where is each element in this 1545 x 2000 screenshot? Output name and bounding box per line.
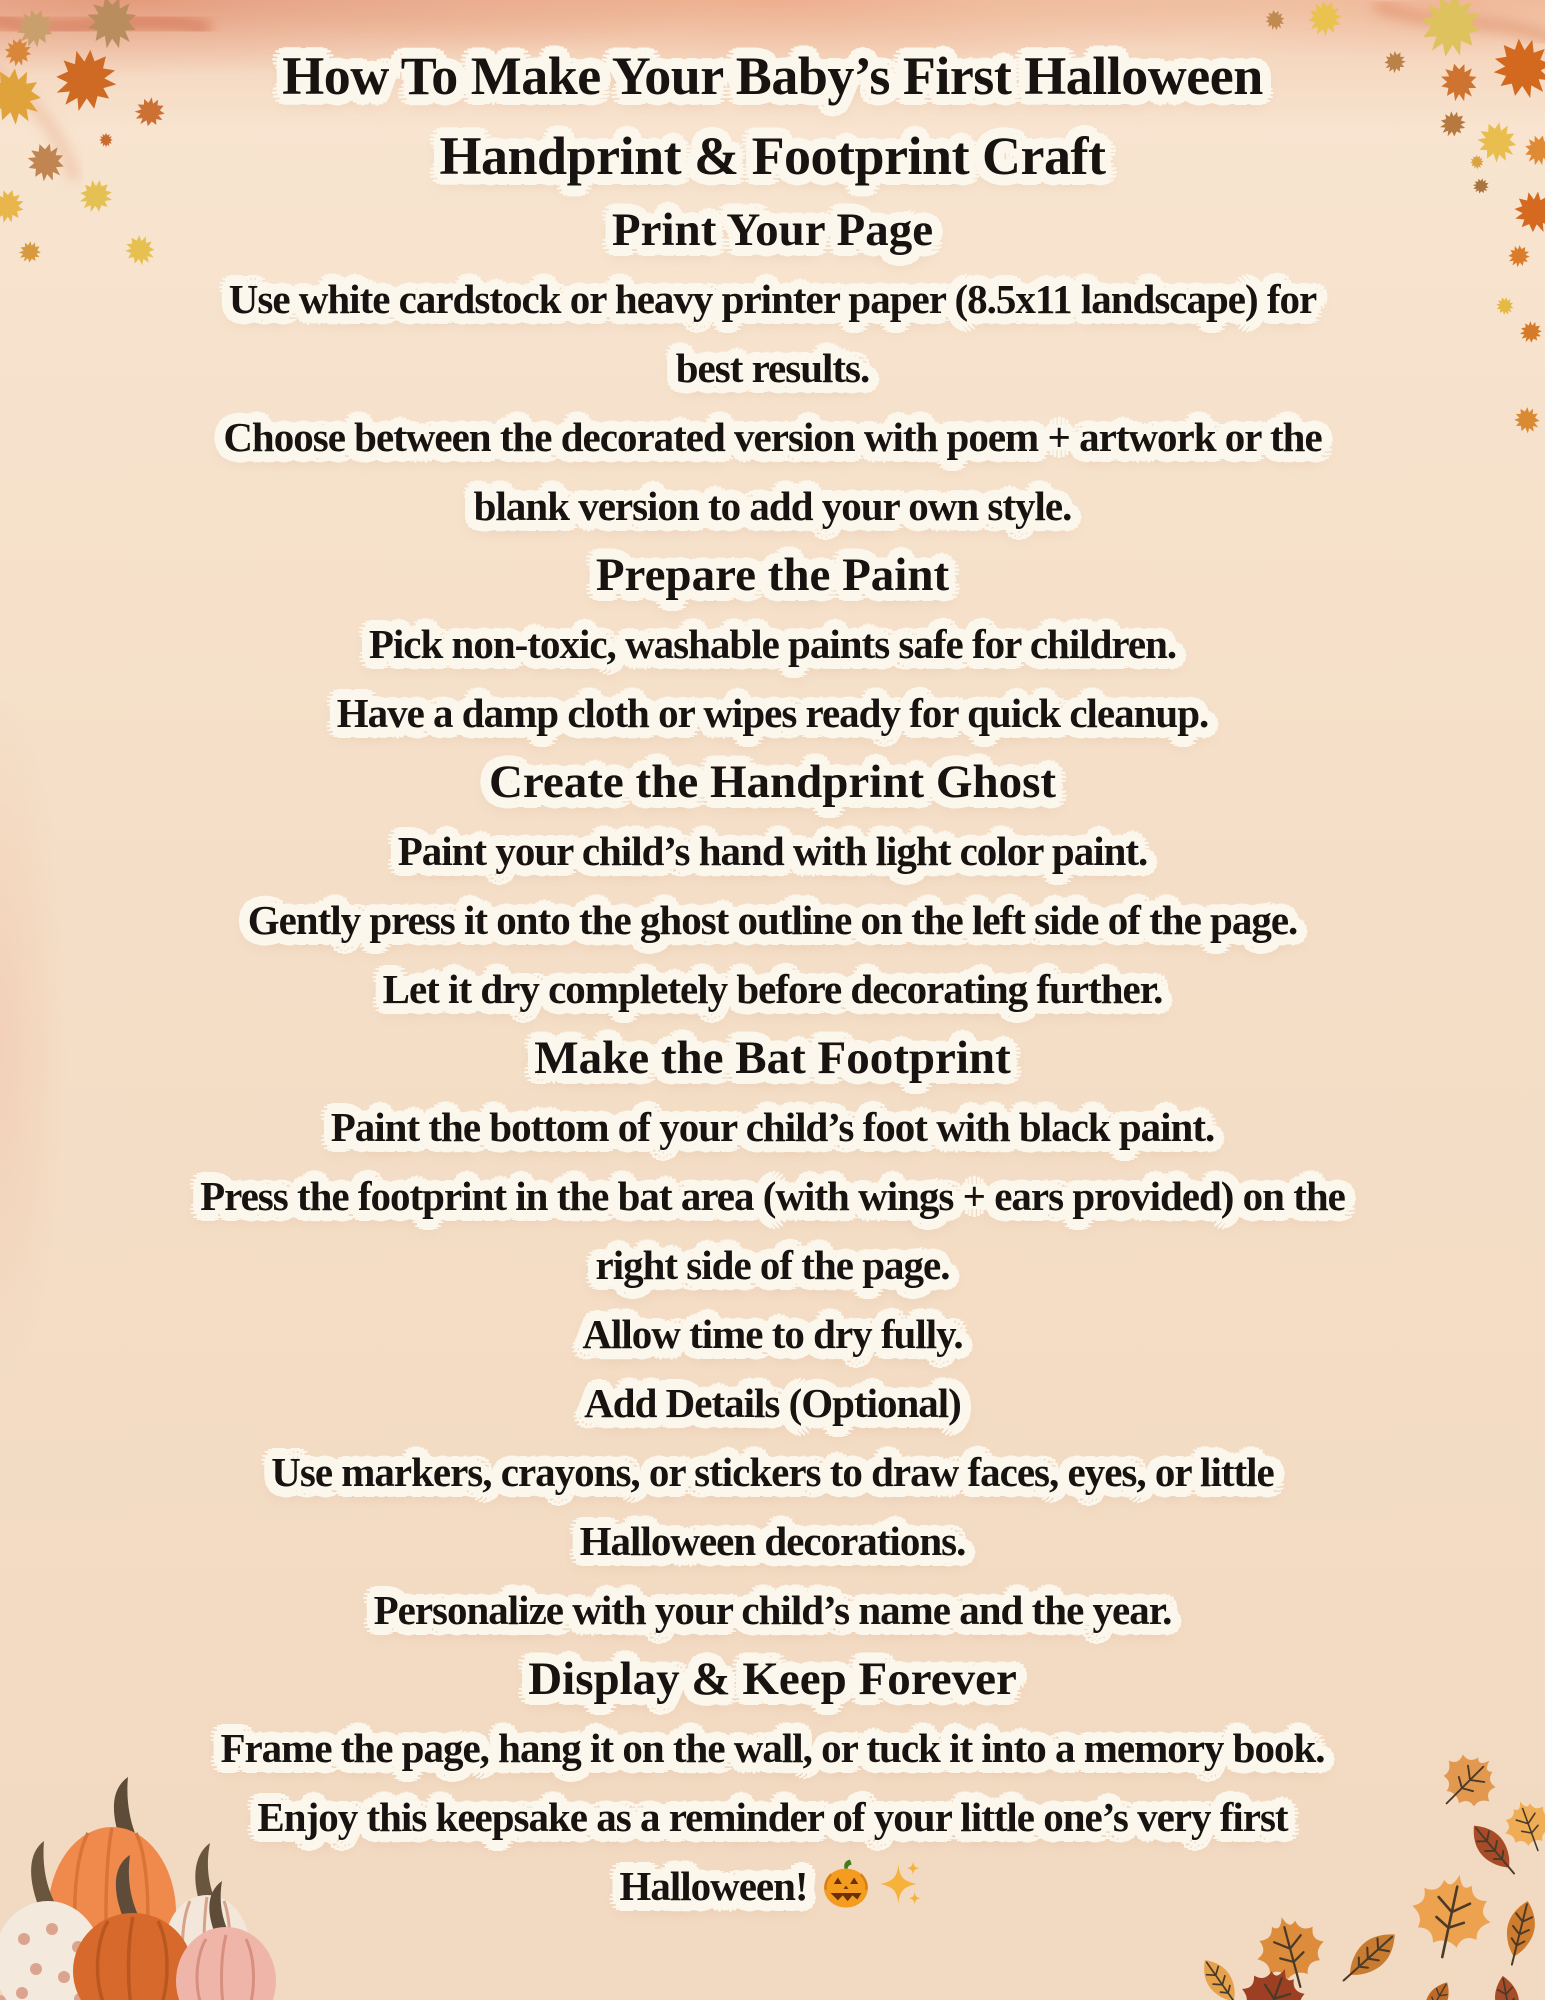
instruction-line: Have a damp cloth or wipes ready for quick cleanup.	[336, 690, 1209, 736]
instruction-line: Halloween decorations.	[579, 1518, 966, 1564]
document-title-line1: How To Make Your Baby’s First Halloween	[282, 46, 1263, 106]
section-heading-print-your-page: Print Your Page	[611, 204, 934, 256]
section-heading-create-handprint-ghost: Create the Handprint Ghost	[488, 756, 1057, 808]
instruction-line: Let it dry completely before decorating further.	[382, 966, 1163, 1012]
jack-o-lantern-emoji-icon	[820, 1858, 872, 1910]
document-title-line2: Handprint & Footprint Craft	[439, 126, 1106, 186]
instruction-line: Paint your child’s hand with light color paint.	[397, 828, 1148, 874]
sparkles-emoji-icon	[874, 1858, 926, 1910]
instruction-line: Use markers, crayons, or stickers to draw faces, eyes, or little	[271, 1449, 1274, 1495]
instruction-line: Paint the bottom of your child’s foot with black paint.	[330, 1104, 1215, 1150]
section-heading-prepare-the-paint: Prepare the Paint	[595, 549, 950, 601]
closing-line	[0, 1852, 1545, 1921]
instruction-line: Frame the page, hang it on the wall, or tuck it into a memory book.	[220, 1725, 1325, 1771]
section-heading-display-keep-forever: Display & Keep Forever	[528, 1653, 1017, 1705]
instruction-line: Gently press it onto the ghost outline on the left side of the page.	[247, 897, 1298, 943]
instruction-line: Personalize with your child’s name and the year.	[373, 1587, 1172, 1633]
instruction-line: best results.	[675, 345, 870, 391]
section-heading-make-bat-footprint: Make the Bat Footprint	[534, 1032, 1011, 1084]
instruction-line: Enjoy this keepsake as a reminder of your little one’s very first	[257, 1794, 1288, 1840]
instruction-line: blank version to add your own style.	[473, 483, 1072, 529]
instruction-line: Pick non-toxic, washable paints safe for children.	[368, 621, 1177, 667]
section-heading-add-details: Add Details (Optional)	[584, 1380, 961, 1426]
closing-text: Halloween!	[619, 1863, 808, 1909]
instruction-line: Allow time to dry fully.	[582, 1311, 963, 1357]
instruction-line: right side of the page.	[595, 1242, 950, 1288]
instruction-line: Press the footprint in the bat area (with wings + ears provided) on the	[200, 1173, 1345, 1219]
instruction-line: Choose between the decorated version with poem + artwork or the	[223, 414, 1322, 460]
instruction-line: Use white cardstock or heavy printer paper (8.5x11 landscape) for	[228, 276, 1317, 322]
